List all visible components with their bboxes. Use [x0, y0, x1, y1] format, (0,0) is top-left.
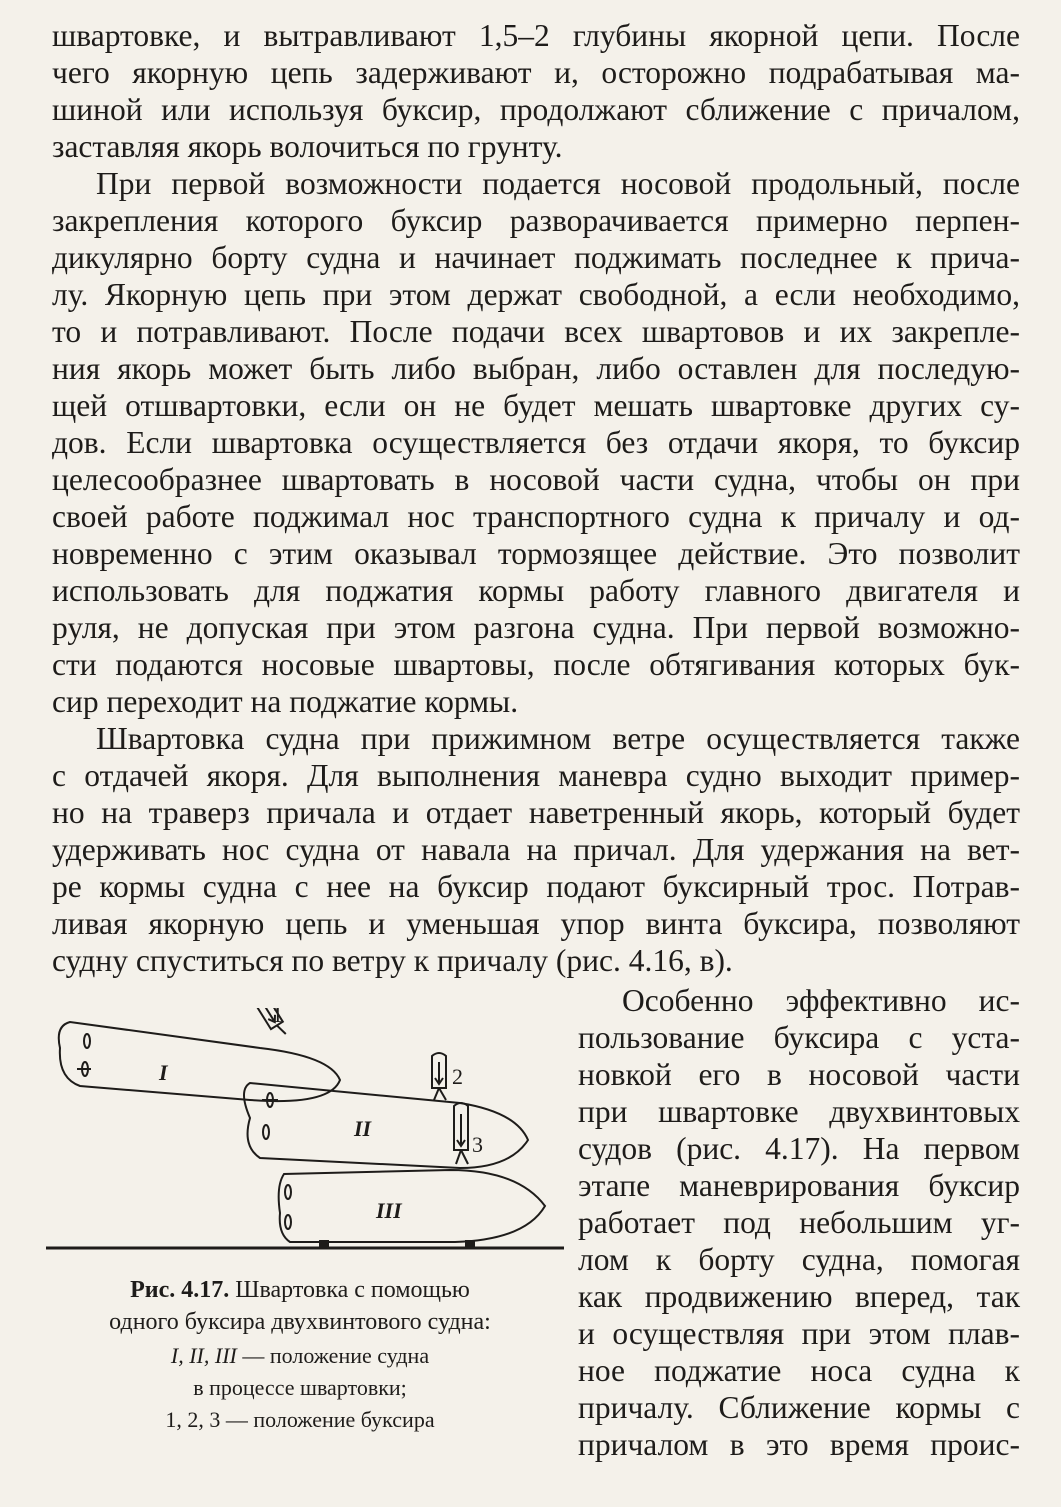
- text-line: ное поджатие носа судна к: [578, 1353, 1020, 1388]
- figure-number: Рис. 4.17.: [130, 1277, 230, 1303]
- figure-caption-line: [40, 1340, 560, 1372]
- propeller-icon: [285, 1185, 291, 1229]
- text-line: при швартовке двухвинтовых: [578, 1094, 1020, 1129]
- tug-1: [252, 1008, 289, 1039]
- text-line: целесообразнее швартовать в носовой части судна, чтобы он при: [52, 462, 1020, 497]
- text-line: заставляя якорь волочиться по грунту.: [52, 129, 563, 164]
- figure-caption-line: [40, 1404, 560, 1436]
- text-line: своей работе поджимал нос транспортного судна к причалу и од-: [52, 499, 1020, 534]
- text-line: руля, не допуская при этом разгона судна. При первой возможно-: [52, 610, 1020, 645]
- figure-caption-title: [40, 1274, 560, 1306]
- text-line: Швартовка судна при прижимном ветре осуществляется также: [96, 721, 1020, 756]
- text-line: дов. Если швартовка осуществляется без отдачи якоря, то буксир: [52, 425, 1020, 460]
- text-line: лом к борту судна, помогая: [578, 1242, 1020, 1277]
- tug-2: [432, 1053, 446, 1100]
- ship-label-I: I: [159, 1060, 168, 1085]
- text-line: закрепления которого буксир разворачивается примерно перпен-: [52, 203, 1020, 238]
- text-line: ния якорь может быть либо выбран, либо оставлен для последую-: [52, 351, 1020, 386]
- ship-III-hull: [279, 1170, 545, 1242]
- text-line: шиной или используя буксир, продолжают сближение с причалом,: [52, 92, 1020, 127]
- text-line: этапе маневрирования буксир: [578, 1168, 1020, 1203]
- text-line: как продвижению вперед, так: [578, 1279, 1020, 1314]
- text-line: пользование буксира с уста-: [578, 1020, 1020, 1055]
- text-line: но на траверз причала и отдает наветренный якорь, который будет: [52, 795, 1020, 830]
- tug-label-2: 2: [452, 1064, 463, 1089]
- legend-key-ships: I, II, III: [170, 1343, 237, 1368]
- text-line: причалу. Сближение кормы с: [578, 1390, 1020, 1425]
- text-line: удерживать нос судна от навала на причал. Для удержания на вет-: [52, 832, 1020, 867]
- text-line: причалом в это время проис-: [578, 1427, 1020, 1462]
- figure-title-2: одного буксира двухвинтового судна:: [109, 1309, 491, 1335]
- text-line: швартовке, и вытравливают 1,5–2 глубины якорной цепи. После: [52, 18, 1020, 53]
- figure-caption-line: [40, 1372, 560, 1404]
- legend-text-ships-2: в процессе швартовки;: [193, 1375, 407, 1400]
- text-line: сти подаются носовые швартовы, после обтягивания которых бук-: [52, 647, 1020, 682]
- text-line: дикулярно борту судна и начинает поджимать последнее к прича-: [52, 240, 1020, 275]
- tug-3: [454, 1103, 468, 1164]
- legend-text-ships: — положение судна: [236, 1343, 430, 1368]
- ship-I-hull: [59, 1022, 340, 1101]
- tug-label-3: 3: [472, 1132, 483, 1157]
- propeller-icon: [77, 1034, 91, 1076]
- figure-title-1: Швартовка с помощью: [235, 1277, 470, 1303]
- text-line: щей отшвартовки, если он не будет мешать швартовке других су-: [52, 388, 1020, 423]
- text-line: судов (рис. 4.17). На первом: [578, 1131, 1020, 1166]
- tug-label-1: 1: [272, 1008, 283, 1027]
- text-line: сир переходит на поджатие кормы.: [52, 684, 519, 719]
- text-line: судну спуститься по ветру к причалу (рис. 4.16, в).: [52, 943, 733, 978]
- text-line: новременно с этим оказывал тормозящее действие. Это позволит: [52, 536, 1020, 571]
- text-line: работает под небольшим уг-: [578, 1205, 1020, 1240]
- ship-label-II: II: [354, 1116, 372, 1141]
- text-line: то и потравливают. После подачи всех швартовов и их закрепле-: [52, 314, 1020, 349]
- mooring-diagram: [40, 1008, 570, 1263]
- text-line: использовать для поджатия кормы работу главного двигателя и: [52, 573, 1020, 608]
- legend-tugs: 1, 2, 3 — положение буксира: [165, 1407, 435, 1432]
- text-line: с отдачей якоря. Для выполнения маневра судно выходит пример-: [52, 758, 1020, 793]
- text-line: новкой его в носовой части: [578, 1057, 1020, 1092]
- ship-II-hull: [244, 1083, 528, 1168]
- text-line: чего якорную цепь задерживают и, осторожно подрабатывая ма-: [52, 55, 1020, 90]
- text-line: ре кормы судна с нее на буксир подают буксирный трос. Потрав-: [52, 869, 1020, 904]
- text-line: Особенно эффективно ис-: [622, 983, 1020, 1018]
- text-line: и осуществляя при этом плав-: [578, 1316, 1020, 1351]
- figure-caption-line: [40, 1306, 560, 1338]
- text-line: При первой возможности подается носовой продольный, после: [96, 166, 1020, 201]
- text-line: ливая якорную цепь и уменьшая упор винта буксира, позволяют: [52, 906, 1020, 941]
- text-line: лу. Якорную цепь при этом держат свободной, а если необходимо,: [52, 277, 1020, 312]
- ship-label-III: III: [376, 1198, 402, 1223]
